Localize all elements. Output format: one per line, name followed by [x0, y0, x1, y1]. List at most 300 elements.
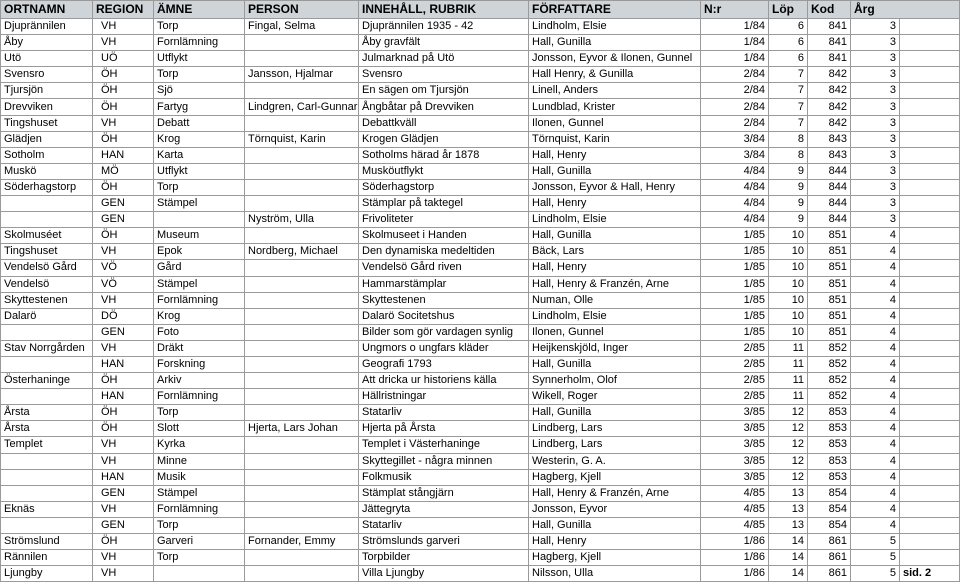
innehall-cell: Templet i Västerhaninge [359, 437, 529, 453]
amne-cell: Sjö [154, 83, 245, 99]
lop-cell: 10 [769, 276, 808, 292]
kod-cell: 844 [808, 196, 851, 212]
ortnamn-cell: Ljungby [1, 566, 93, 582]
forfattare-cell: Hall, Gunilla [529, 356, 701, 372]
kod-cell: 853 [808, 453, 851, 469]
region-cell: VH [93, 244, 154, 260]
forfattare-cell: Hall, Henry [529, 260, 701, 276]
forfattare-cell: Jonsson, Eyvor & Ilonen, Gunnel [529, 51, 701, 67]
ortnamn-cell: Glädjen [1, 131, 93, 147]
sida-cell [900, 534, 960, 550]
kod-cell: 854 [808, 517, 851, 533]
lop-cell: 10 [769, 260, 808, 276]
table-body [1, 19, 960, 582]
nr-cell: 2/84 [701, 115, 769, 131]
ortnamn-cell [1, 212, 93, 228]
ortnamn-cell: Rännilen [1, 550, 93, 566]
person-cell [245, 437, 359, 453]
sida-cell [900, 51, 960, 67]
innehall-cell: Villa Ljungby [359, 566, 529, 582]
region-cell: HAN [93, 356, 154, 372]
col-forfattare-header: FÖRFATTARE [529, 1, 701, 19]
lop-cell: 13 [769, 485, 808, 501]
nr-cell: 1/84 [701, 35, 769, 51]
forfattare-cell: Linell, Anders [529, 83, 701, 99]
forfattare-cell: Wikell, Roger [529, 389, 701, 405]
ortnamn-cell [1, 196, 93, 212]
forfattare-cell: Lindholm, Elsie [529, 212, 701, 228]
ortnamn-cell: Stav Norrgården [1, 340, 93, 356]
lop-cell: 12 [769, 469, 808, 485]
amne-cell: Fornlämning [154, 292, 245, 308]
kod-cell: 852 [808, 389, 851, 405]
region-cell: UÖ [93, 51, 154, 67]
kod-cell: 844 [808, 179, 851, 195]
col-arg-header: Årg [851, 1, 960, 19]
person-cell [245, 115, 359, 131]
nr-cell: 1/85 [701, 244, 769, 260]
lop-cell: 7 [769, 67, 808, 83]
person-cell [245, 517, 359, 533]
kod-cell: 852 [808, 340, 851, 356]
sida-cell [900, 67, 960, 83]
amne-cell: Torp [154, 179, 245, 195]
ortnamn-cell: Österhaninge [1, 373, 93, 389]
sida-cell [900, 405, 960, 421]
person-cell: Fornander, Emmy [245, 534, 359, 550]
sida-cell [900, 292, 960, 308]
innehall-cell: Geografi 1793 [359, 356, 529, 372]
innehall-cell: Hjerta på Årsta [359, 421, 529, 437]
table-row [1, 501, 960, 517]
innehall-cell: Folkmusik [359, 469, 529, 485]
innehall-cell: Vendelsö Gård riven [359, 260, 529, 276]
table-row [1, 67, 960, 83]
table-row [1, 163, 960, 179]
table-row [1, 308, 960, 324]
ortnamn-cell: Söderhagstorp [1, 179, 93, 195]
nr-cell: 4/85 [701, 485, 769, 501]
arg-cell: 4 [851, 437, 900, 453]
forfattare-cell: Hall, Henry [529, 196, 701, 212]
lop-cell: 13 [769, 501, 808, 517]
innehall-cell: Hällristningar [359, 389, 529, 405]
innehall-cell: Statarliv [359, 517, 529, 533]
amne-cell: Utflykt [154, 51, 245, 67]
arg-cell: 4 [851, 405, 900, 421]
forfattare-cell: Hall, Henry & Franzén, Arne [529, 276, 701, 292]
nr-cell: 4/84 [701, 179, 769, 195]
kod-cell: 851 [808, 292, 851, 308]
sida-cell [900, 517, 960, 533]
person-cell [245, 260, 359, 276]
nr-cell: 1/84 [701, 51, 769, 67]
sida-cell [900, 308, 960, 324]
person-cell [245, 147, 359, 163]
kod-cell: 841 [808, 19, 851, 35]
innehall-cell: Stämplat stångjärn [359, 485, 529, 501]
col-ortnamn-header: ORTNAMN [1, 1, 93, 19]
arg-cell: 4 [851, 324, 900, 340]
lop-cell: 13 [769, 517, 808, 533]
kod-cell: 851 [808, 324, 851, 340]
forfattare-cell: Numan, Olle [529, 292, 701, 308]
amne-cell [154, 566, 245, 582]
arg-cell: 3 [851, 212, 900, 228]
kod-cell: 851 [808, 244, 851, 260]
sida-cell [900, 485, 960, 501]
nr-cell: 2/84 [701, 83, 769, 99]
ortnamn-cell: Sotholm [1, 147, 93, 163]
arg-cell: 4 [851, 356, 900, 372]
kod-cell: 854 [808, 485, 851, 501]
amne-cell: Stämpel [154, 276, 245, 292]
col-person-header: PERSON [245, 1, 359, 19]
ortnamn-cell: Tingshuset [1, 244, 93, 260]
amne-cell: Kyrka [154, 437, 245, 453]
table-row [1, 35, 960, 51]
arg-cell: 3 [851, 179, 900, 195]
region-cell: GEN [93, 324, 154, 340]
region-cell: VH [93, 501, 154, 517]
innehall-cell: Dalarö Socitetshus [359, 308, 529, 324]
arg-cell: 4 [851, 421, 900, 437]
arg-cell: 4 [851, 501, 900, 517]
table-row [1, 179, 960, 195]
arg-cell: 4 [851, 276, 900, 292]
amne-cell: Karta [154, 147, 245, 163]
lop-cell: 9 [769, 179, 808, 195]
person-cell [245, 308, 359, 324]
arg-cell: 3 [851, 163, 900, 179]
table-row [1, 228, 960, 244]
lop-cell: 10 [769, 244, 808, 260]
kod-cell: 842 [808, 115, 851, 131]
innehall-cell: Musköutflykt [359, 163, 529, 179]
nr-cell: 1/85 [701, 260, 769, 276]
kod-cell: 851 [808, 276, 851, 292]
table-row [1, 437, 960, 453]
ortnamn-cell [1, 469, 93, 485]
kod-cell: 841 [808, 35, 851, 51]
lop-cell: 6 [769, 51, 808, 67]
forfattare-cell: Jonsson, Eyvor & Hall, Henry [529, 179, 701, 195]
person-cell [245, 276, 359, 292]
ortnamn-cell: Årsta [1, 421, 93, 437]
table-row [1, 196, 960, 212]
header-row [1, 1, 960, 19]
table-row [1, 373, 960, 389]
sida-cell [900, 99, 960, 115]
kod-cell: 852 [808, 356, 851, 372]
lop-cell: 14 [769, 534, 808, 550]
arg-cell: 4 [851, 453, 900, 469]
innehall-cell: Svensro [359, 67, 529, 83]
kod-cell: 842 [808, 83, 851, 99]
innehall-cell: Skyttegillet - några minnen [359, 453, 529, 469]
amne-cell: Torp [154, 405, 245, 421]
ortnamn-cell: Muskö [1, 163, 93, 179]
table-row [1, 421, 960, 437]
kod-cell: 844 [808, 212, 851, 228]
person-cell [245, 196, 359, 212]
amne-cell: Debatt [154, 115, 245, 131]
ortnamn-cell: Årsta [1, 405, 93, 421]
amne-cell: Epok [154, 244, 245, 260]
nr-cell: 4/84 [701, 196, 769, 212]
nr-cell: 1/85 [701, 292, 769, 308]
person-cell [245, 485, 359, 501]
forfattare-cell: Jonsson, Eyvor [529, 501, 701, 517]
forfattare-cell: Lindberg, Lars [529, 437, 701, 453]
region-cell: ÖH [93, 421, 154, 437]
arg-cell: 3 [851, 19, 900, 35]
sida-cell [900, 469, 960, 485]
ortnamn-cell: Åby [1, 35, 93, 51]
amne-cell: Krog [154, 308, 245, 324]
person-cell [245, 35, 359, 51]
region-cell: ÖH [93, 99, 154, 115]
person-cell [245, 373, 359, 389]
nr-cell: 4/84 [701, 163, 769, 179]
lop-cell: 8 [769, 131, 808, 147]
person-cell: Törnquist, Karin [245, 131, 359, 147]
kod-cell: 852 [808, 373, 851, 389]
region-cell: VH [93, 115, 154, 131]
arg-cell: 3 [851, 83, 900, 99]
table-row [1, 115, 960, 131]
lop-cell: 11 [769, 389, 808, 405]
innehall-cell: Frivoliteter [359, 212, 529, 228]
arg-cell: 4 [851, 517, 900, 533]
kod-cell: 853 [808, 469, 851, 485]
person-cell [245, 228, 359, 244]
nr-cell: 1/86 [701, 550, 769, 566]
region-cell: ÖH [93, 83, 154, 99]
table-row [1, 356, 960, 372]
innehall-cell: Skolmuseet i Handen [359, 228, 529, 244]
sida-cell [900, 356, 960, 372]
amne-cell [154, 212, 245, 228]
kod-cell: 853 [808, 437, 851, 453]
person-cell: Lindgren, Carl-Gunnar [245, 99, 359, 115]
arg-cell: 4 [851, 485, 900, 501]
arg-cell: 3 [851, 131, 900, 147]
nr-cell: 1/86 [701, 534, 769, 550]
person-cell: Hjerta, Lars Johan [245, 421, 359, 437]
person-cell [245, 356, 359, 372]
table-row [1, 276, 960, 292]
sida-cell [900, 276, 960, 292]
kod-cell: 861 [808, 550, 851, 566]
region-cell: HAN [93, 147, 154, 163]
sida-cell [900, 373, 960, 389]
amne-cell: Garveri [154, 534, 245, 550]
nr-cell: 1/85 [701, 276, 769, 292]
sida-cell [900, 196, 960, 212]
lop-cell: 9 [769, 163, 808, 179]
innehall-cell: Söderhagstorp [359, 179, 529, 195]
ortnamn-cell: Templet [1, 437, 93, 453]
forfattare-cell: Hall, Henry & Franzén, Arne [529, 485, 701, 501]
innehall-cell: Jättegryta [359, 501, 529, 517]
lop-cell: 11 [769, 356, 808, 372]
nr-cell: 1/84 [701, 19, 769, 35]
table-row [1, 469, 960, 485]
kod-cell: 853 [808, 405, 851, 421]
ortnamn-cell [1, 356, 93, 372]
nr-cell: 4/84 [701, 212, 769, 228]
amne-cell: Dräkt [154, 340, 245, 356]
region-cell: GEN [93, 517, 154, 533]
ortnamn-cell: Skyttestenen [1, 292, 93, 308]
nr-cell: 3/85 [701, 437, 769, 453]
lop-cell: 11 [769, 373, 808, 389]
ortnamn-cell: Svensro [1, 67, 93, 83]
innehall-cell: Den dynamiska medeltiden [359, 244, 529, 260]
amne-cell: Fornlämning [154, 501, 245, 517]
person-cell [245, 324, 359, 340]
sida-cell [900, 147, 960, 163]
sida-cell [900, 389, 960, 405]
arg-cell: 4 [851, 292, 900, 308]
person-cell [245, 179, 359, 195]
lop-cell: 9 [769, 196, 808, 212]
amne-cell: Fornlämning [154, 35, 245, 51]
region-cell: VH [93, 292, 154, 308]
innehall-cell: Stämplar på taktegel [359, 196, 529, 212]
person-cell [245, 566, 359, 582]
ortnamn-cell: Strömslund [1, 534, 93, 550]
lop-cell: 12 [769, 421, 808, 437]
region-cell: HAN [93, 469, 154, 485]
ortnamn-cell: Vendelsö [1, 276, 93, 292]
lop-cell: 12 [769, 437, 808, 453]
ortnamn-cell: Utö [1, 51, 93, 67]
lop-cell: 14 [769, 566, 808, 582]
innehall-cell: Hammarstämplar [359, 276, 529, 292]
sida-cell [900, 179, 960, 195]
region-cell: VH [93, 453, 154, 469]
innehall-cell: Statarliv [359, 405, 529, 421]
amne-cell: Gård [154, 260, 245, 276]
lop-cell: 10 [769, 228, 808, 244]
col-kod-header: Kod [808, 1, 851, 19]
person-cell: Jansson, Hjalmar [245, 67, 359, 83]
nr-cell: 2/85 [701, 356, 769, 372]
col-lop-header: Löp [769, 1, 808, 19]
sida-cell [900, 228, 960, 244]
person-cell [245, 469, 359, 485]
table-row [1, 534, 960, 550]
innehall-cell: Att dricka ur historiens källa [359, 373, 529, 389]
arg-cell: 4 [851, 373, 900, 389]
arg-cell: 3 [851, 67, 900, 83]
ortnamn-cell: Tingshuset [1, 115, 93, 131]
ortnamn-cell: Eknäs [1, 501, 93, 517]
sida-cell [900, 212, 960, 228]
nr-cell: 3/85 [701, 453, 769, 469]
kod-cell: 844 [808, 163, 851, 179]
arg-cell: 3 [851, 51, 900, 67]
person-cell [245, 292, 359, 308]
nr-cell: 1/85 [701, 228, 769, 244]
sida-cell [900, 453, 960, 469]
innehall-cell: Bilder som gör vardagen synlig [359, 324, 529, 340]
ortnamn-cell [1, 517, 93, 533]
col-region-header: REGION [93, 1, 154, 19]
forfattare-cell: Hall, Gunilla [529, 35, 701, 51]
kod-cell: 861 [808, 534, 851, 550]
person-cell [245, 340, 359, 356]
table-row [1, 550, 960, 566]
forfattare-cell: Nilsson, Ulla [529, 566, 701, 582]
table-row [1, 260, 960, 276]
ortnamn-cell: Vendelsö Gård [1, 260, 93, 276]
forfattare-cell: Ilonen, Gunnel [529, 115, 701, 131]
amne-cell: Torp [154, 550, 245, 566]
nr-cell: 3/84 [701, 147, 769, 163]
table-row [1, 389, 960, 405]
region-cell: ÖH [93, 67, 154, 83]
amne-cell: Arkiv [154, 373, 245, 389]
kod-cell: 843 [808, 147, 851, 163]
ortnamn-cell [1, 324, 93, 340]
col-innehall-header: INNEHÅLL, RUBRIK [359, 1, 529, 19]
forfattare-cell: Hall, Gunilla [529, 163, 701, 179]
table-row [1, 453, 960, 469]
amne-cell: Torp [154, 517, 245, 533]
forfattare-cell: Hall Henry, & Gunilla [529, 67, 701, 83]
ortnamn-cell: Tjursjön [1, 83, 93, 99]
region-cell: VH [93, 19, 154, 35]
forfattare-cell: Hall, Henry [529, 534, 701, 550]
sida-cell [900, 163, 960, 179]
region-cell: VH [93, 437, 154, 453]
table-row [1, 324, 960, 340]
lop-cell: 14 [769, 550, 808, 566]
kod-cell: 841 [808, 51, 851, 67]
sida-cell [900, 244, 960, 260]
innehall-cell: Torpbilder [359, 550, 529, 566]
sida-cell [900, 35, 960, 51]
person-cell: Fingal, Selma [245, 19, 359, 35]
amne-cell: Fornlämning [154, 389, 245, 405]
region-cell: HAN [93, 389, 154, 405]
amne-cell: Musik [154, 469, 245, 485]
arg-cell: 4 [851, 308, 900, 324]
arg-cell: 4 [851, 244, 900, 260]
sida-cell [900, 550, 960, 566]
innehall-cell: Skyttestenen [359, 292, 529, 308]
innehall-cell: Julmarknad på Utö [359, 51, 529, 67]
arg-cell: 3 [851, 99, 900, 115]
forfattare-cell: Hall, Gunilla [529, 228, 701, 244]
amne-cell: Museum [154, 228, 245, 244]
innehall-cell: Djuprännilen 1935 - 42 [359, 19, 529, 35]
lop-cell: 10 [769, 324, 808, 340]
region-cell: ÖH [93, 534, 154, 550]
kod-cell: 851 [808, 228, 851, 244]
amne-cell: Fartyg [154, 99, 245, 115]
person-cell [245, 453, 359, 469]
table-row [1, 131, 960, 147]
region-cell: ÖH [93, 405, 154, 421]
col-nr-header: N:r [701, 1, 769, 19]
kod-cell: 853 [808, 421, 851, 437]
forfattare-cell: Hall, Gunilla [529, 405, 701, 421]
lop-cell: 12 [769, 453, 808, 469]
